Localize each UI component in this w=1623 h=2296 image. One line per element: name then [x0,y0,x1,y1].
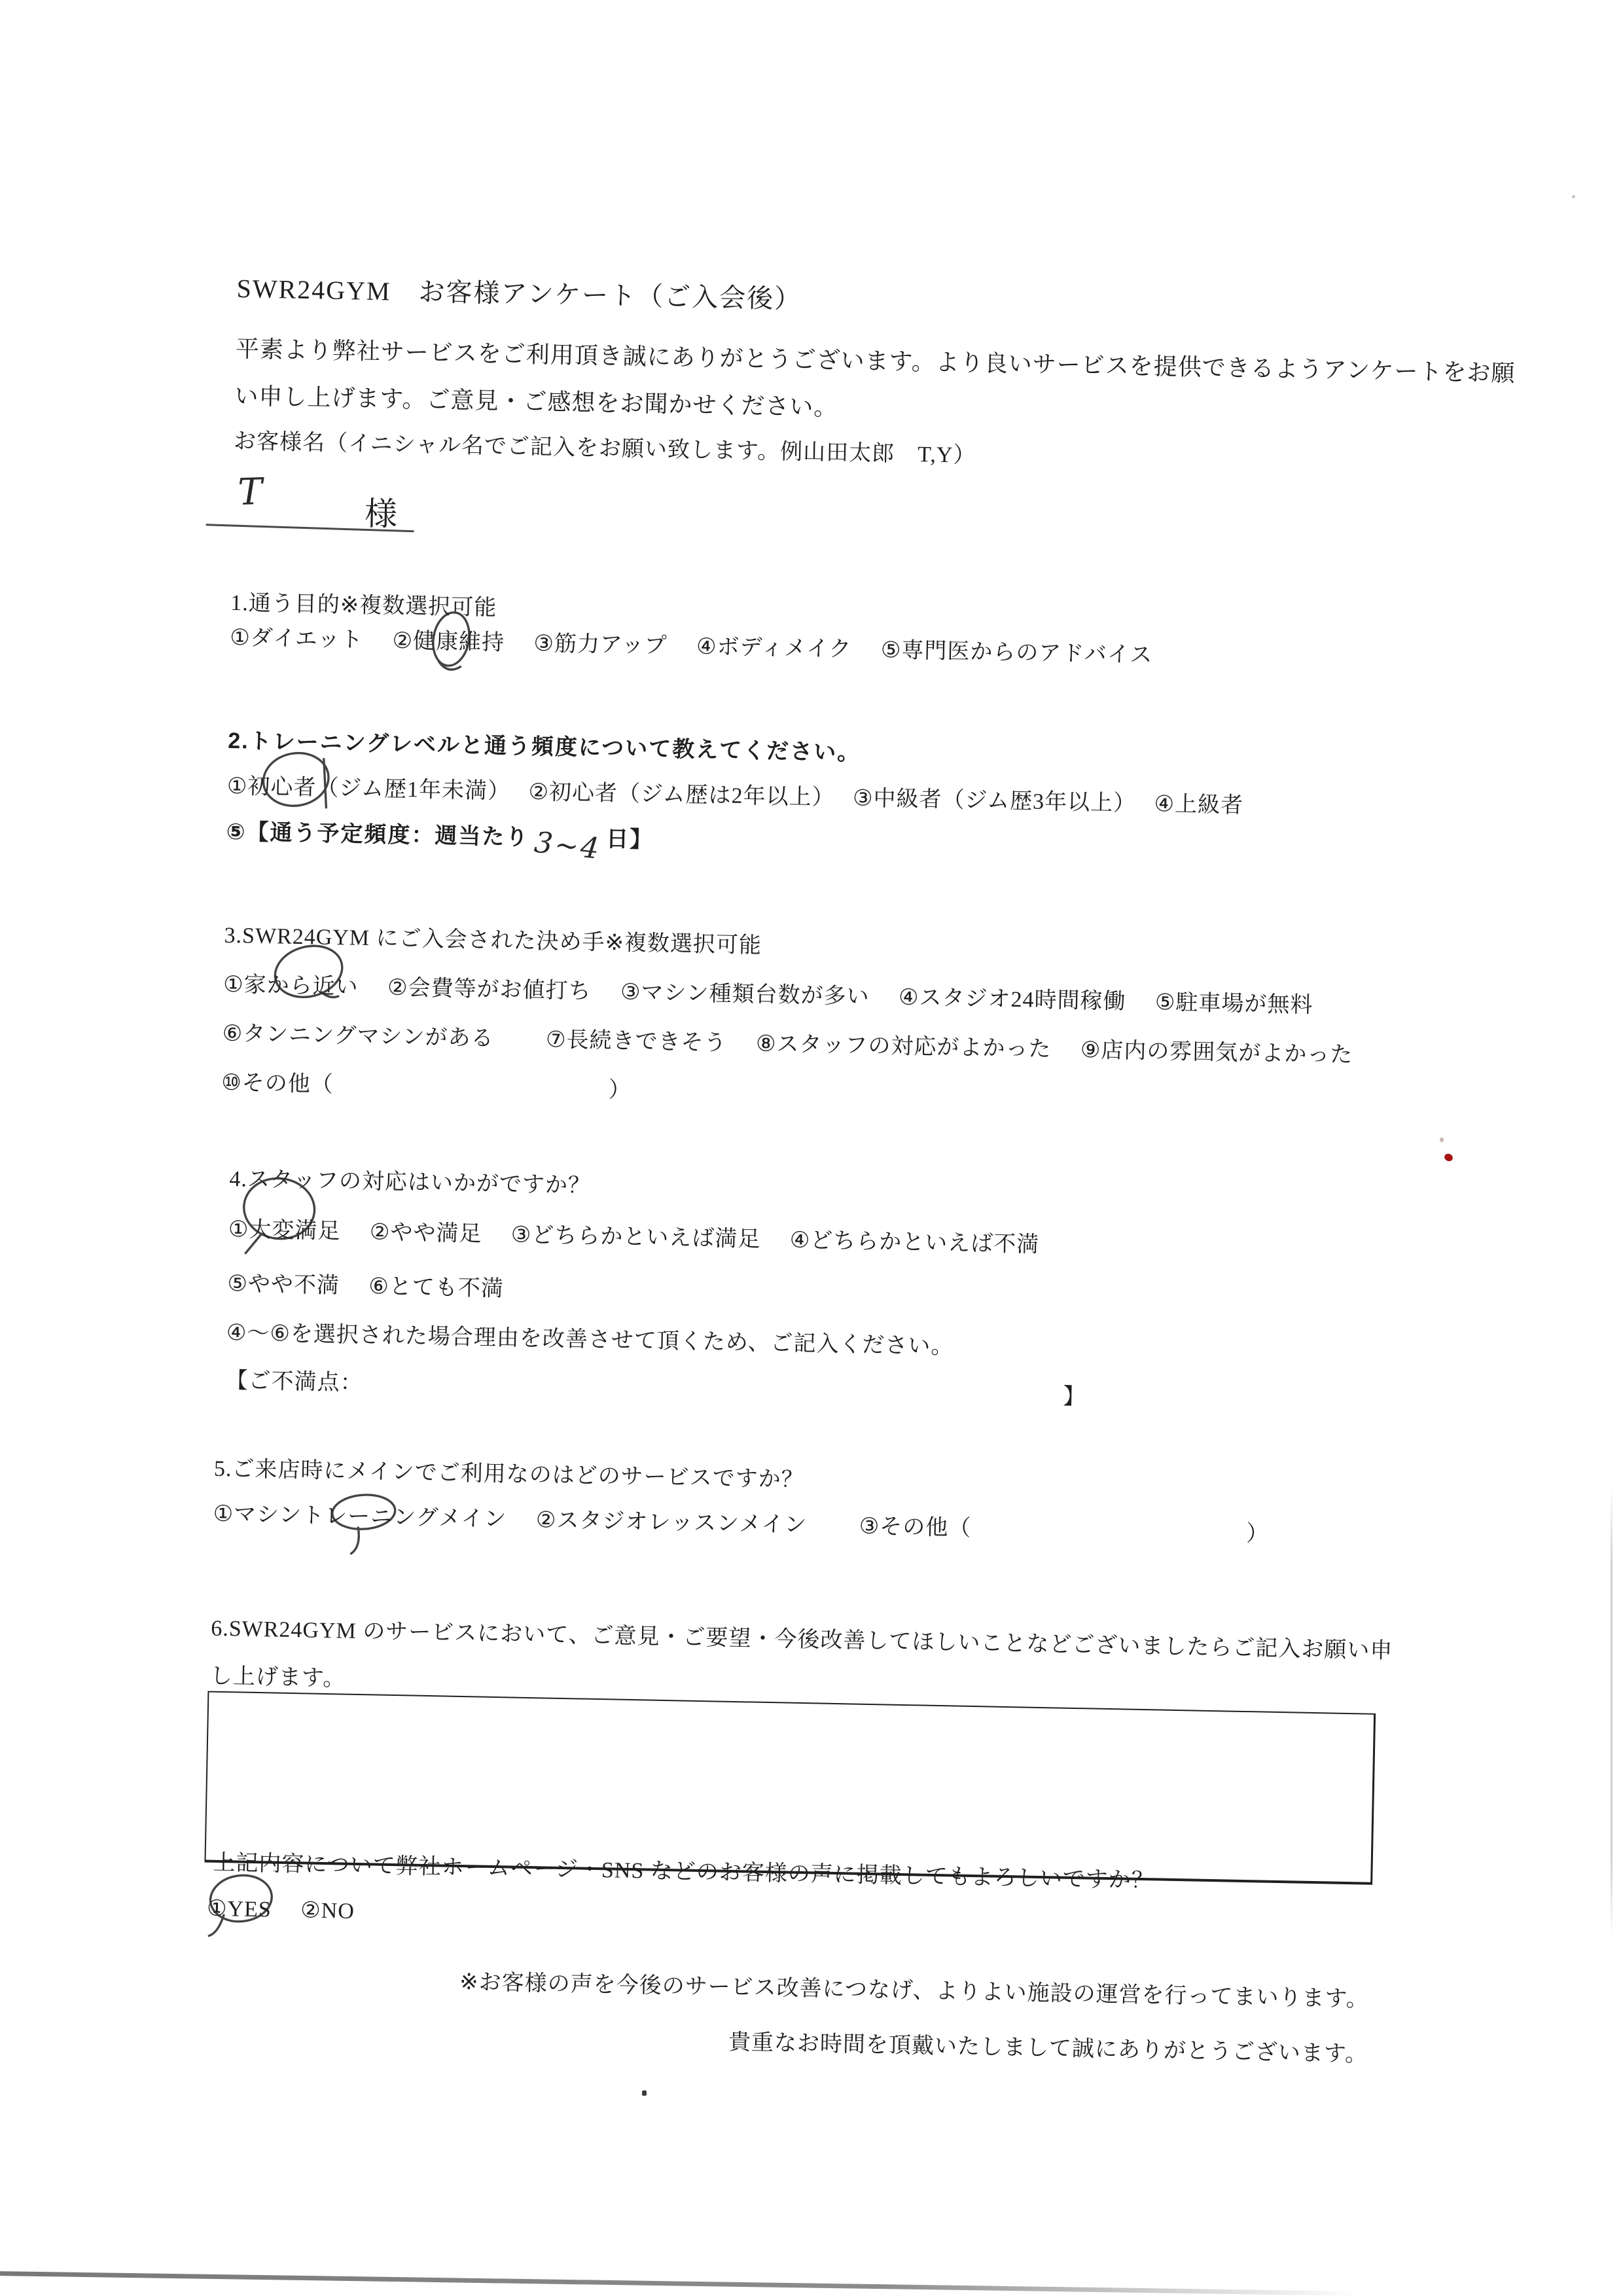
paper-speck [1572,195,1575,198]
name-honorific: 様 [364,495,398,533]
footer-note-2: 貴重なお時間を頂戴いたしまして誠にありがとうございます。 [728,2030,1368,2067]
q6-title-line2: し上げます。 [209,1664,346,1691]
q4-complaint-line [225,1368,1086,1411]
q6-title-line1: 6.SWR24GYM のサービスにおいて、ご意見・ご要望・今後改善してほしいことなどございましたらご記入お願い申 [210,1616,1393,1664]
handwritten-frequency: 3~4 [532,825,603,867]
red-ink-speck [1440,1138,1444,1142]
intro-paragraph-line-2: い申し上げます。ご意見・ご感想をお聞かせください。 [234,382,838,421]
q4-complaint-open-bracket: 【ご不満点： [225,1369,363,1396]
q3-options-row2: ⑥タンニングマシンがある ⑦長続きできそう ⑧スタッフの対応がよかった ⑨店内の雰囲気がよかった [222,1021,1353,1067]
q2-frequency-line [226,819,654,867]
q4-complaint-close-bracket: 】 [1062,1384,1086,1410]
customer-name-label: お客様名（イニシャル名でご記入をお願い致します。例山田太郎 T,Y） [233,429,976,468]
footer-note-1: ※お客様の声を今後のサービス改善につなげ、よりよい施設の運営を行ってまいります。 [459,1970,1370,2012]
q2-options: ①初心者（ジム歴1年未満） ②初心者（ジム歴は2年以上） ③中級者（ジム歴3年以上） ④上級者 [226,774,1244,818]
q2-title: 2.トレーニングレベルと通う頻度について教えてください。 [227,728,861,766]
scan-right-edge-line [1611,1486,1613,1937]
q3-title: 3.SWR24GYM にご入会された決め手※複数選択可能 [224,923,762,958]
q3-options-row1: ①家から近い ②会費等がお値打ち ③マシン種類台数が多い ④スタジオ24時間稼働 ⑤駐車場が無料 [223,972,1313,1018]
publish-question: 上記内容について弊社ホームページ・SNS などのお客様の声に掲載してもよろしいですか？ [213,1850,1155,1893]
q4-options-row2: ⑤やや不満 ⑥とても不満 [227,1272,505,1302]
ink-speck [642,2090,647,2096]
survey-title: SWR24GYM お客様アンケート（ご入会後） [236,274,802,314]
q5-options: ①マシントレーニングメイン ②スタジオレッスンメイン ③その他（ ） [213,1501,1270,1547]
q4-title: 4.スタッフの対応はいかがですか？ [229,1167,592,1198]
q5-title: 5.ご来店時にメインでご利用なのはどのサービスですか？ [213,1456,804,1492]
q1-options: ①ダイエット ②健康維持 ③筋力アップ ④ボディメイク ⑤専門医からのアドバイス [230,625,1153,668]
q4-note: ④～⑥を選択された場合理由を改善させて頂くため、ご記入ください。 [226,1321,954,1359]
q2-frequency-prefix: ⑤【通う予定頻度：週当たり [226,819,529,850]
q1-title: 1.通う目的※複数選択可能 [230,590,497,620]
q2-frequency-suffix: 日】 [605,827,654,853]
q4-options-row1: ①大変満足 ②やや満足 ③どちらかといえば満足 ④どちらかといえば不満 [228,1217,1040,1257]
publish-options: ①YES ②NO [206,1896,355,1924]
handwritten-initial: T [237,470,264,514]
intro-paragraph-line-1: 平素より弊社サービスをご利用頂き誠にありがとうございます。より良いサービスを提供できるようアンケートをお願 [235,336,1516,387]
q3-options-row3: ⑩その他（ ） [221,1070,632,1103]
